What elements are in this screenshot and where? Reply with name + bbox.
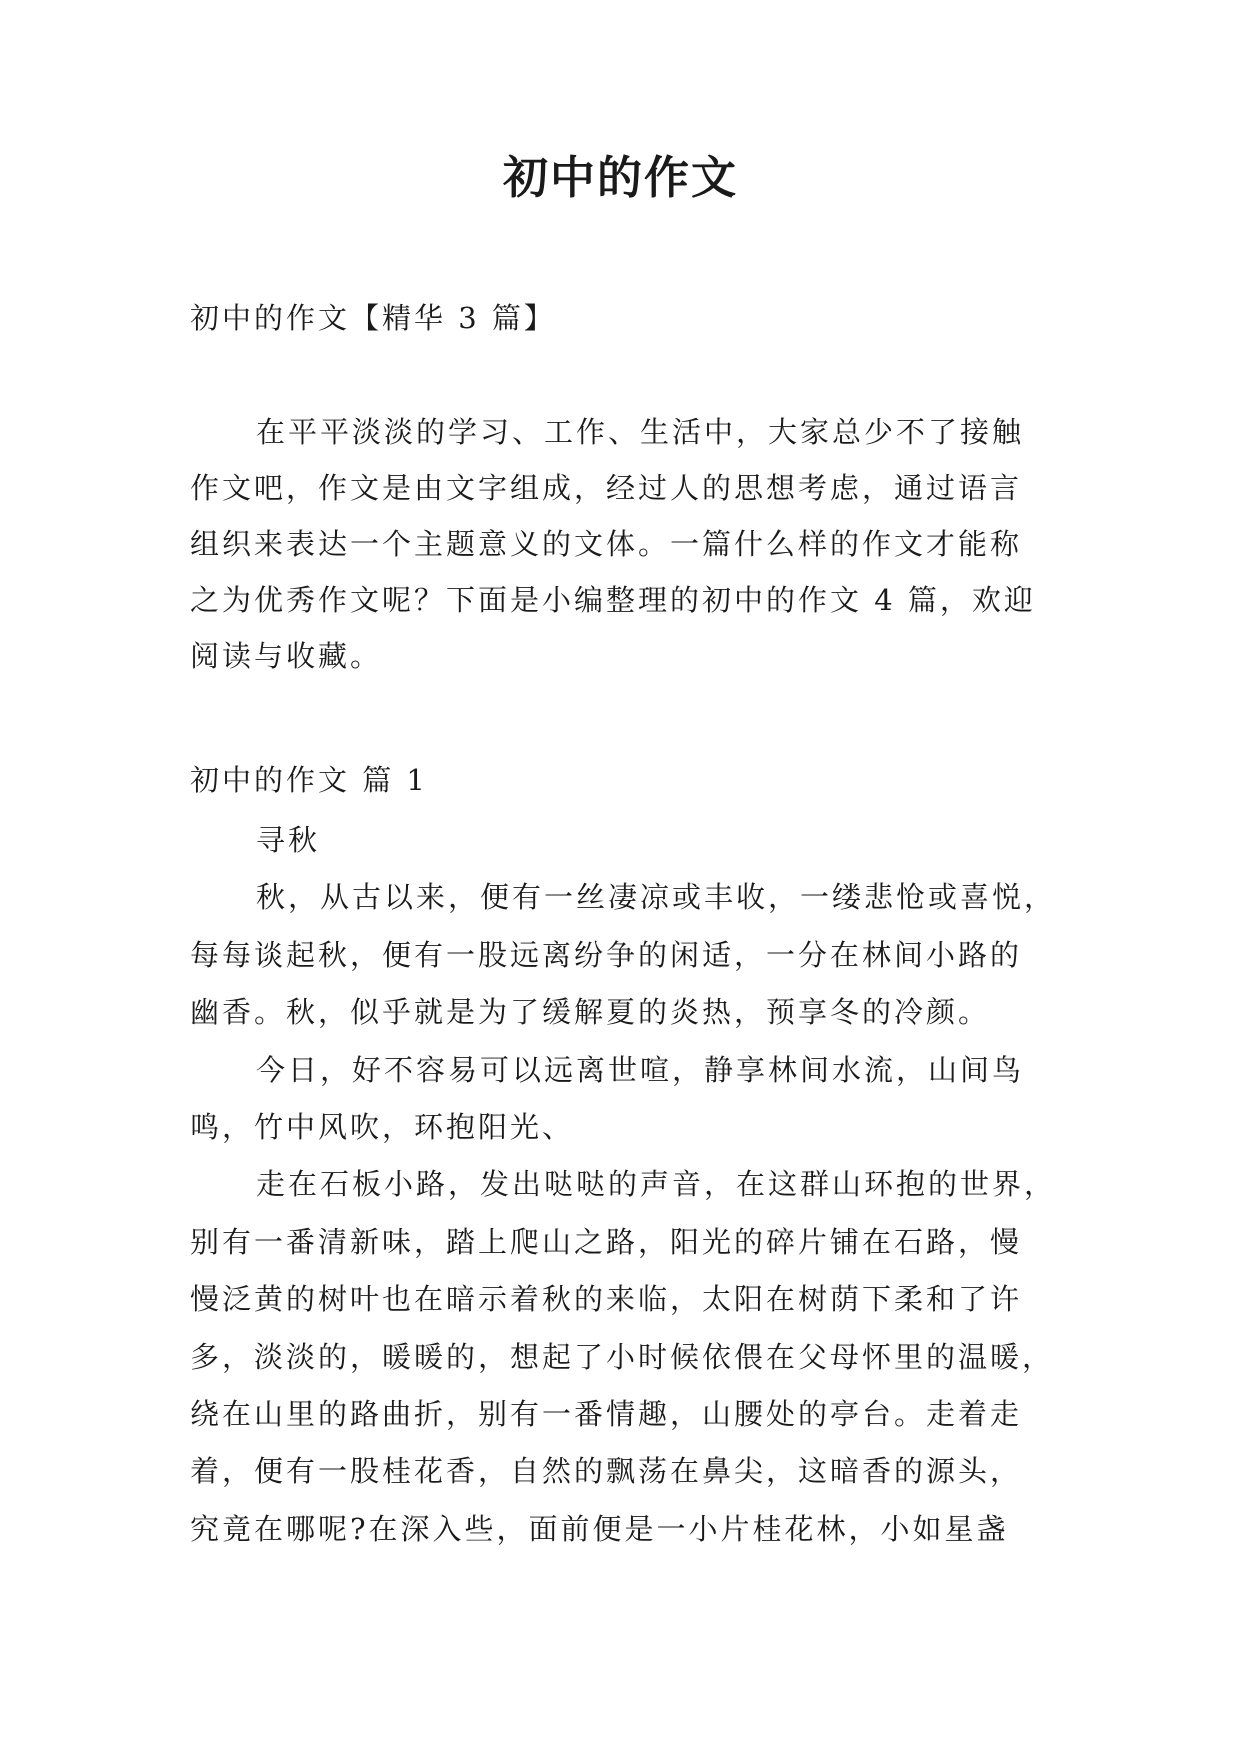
document-title: 初中的作文 [502,151,738,204]
intro-paragraph [190,404,1060,684]
section-heading-text: 初中的作文 篇 1 [190,763,428,797]
essay-line: 今日，好不容易可以远离世喧，静享林间水流，山间鸟 [256,1052,1025,1087]
essay-line: 秋，从古以来，便有一丝凄凉或丰收，一缕悲怆或喜悦， [256,880,1057,915]
essay-line: 鸣，竹中风吹，环抱阳光、 [190,1109,575,1144]
essay-line: 别有一番清新味，踏上爬山之路，阳光的碎片铺在石路，慢 [190,1224,1023,1259]
essay-line: 幽香。秋，似乎就是为了缓解夏的炎热，预享冬的冷颜。 [190,995,991,1030]
intro-line: 之为优秀作文呢？下面是小编整理的初中的作文 4 篇，欢迎 [190,583,1036,617]
intro-line: 在平平淡淡的学习、工作、生活中，大家总少不了接触 [256,415,1025,449]
intro-line: 作文吧，作文是由文字组成，经过人的思想考虑，通过语言 [190,471,1023,505]
document-subtitle [190,290,1060,346]
essay-title: 寻秋 [256,823,321,857]
essay-line: 走在石板小路，发出哒哒的声音，在这群山环抱的世界， [256,1167,1057,1202]
intro-line: 组织来表达一个主题意义的文体。一篇什么样的作文才能称 [190,527,1023,561]
essay-line: 着，便有一股桂花香，自然的飘荡在鼻尖，这暗香的源头， [190,1454,1023,1489]
subtitle-line: 初中的作文【精华 3 篇】 [190,301,556,335]
intro-line: 阅读与收藏。 [190,639,383,673]
essay-line: 多，淡淡的，暖暖的，想起了小时候依偎在父母怀里的温暖， [190,1339,1055,1374]
essay-line: 慢泛黄的树叶也在暗示着秋的来临，太阳在树荫下柔和了许 [190,1282,1023,1317]
essay-line: 究竟在哪呢?在深入些，面前便是一小片桂花林，小如星盏 [190,1511,1009,1546]
essay-body [190,812,1060,1558]
essay-line: 绕在山里的路曲折，别有一番情趣，山腰处的亭台。走着走 [190,1396,1023,1431]
essay-line: 每每谈起秋，便有一股远离纷争的闲适，一分在林间小路的 [190,937,1023,972]
section-heading [190,752,1060,808]
